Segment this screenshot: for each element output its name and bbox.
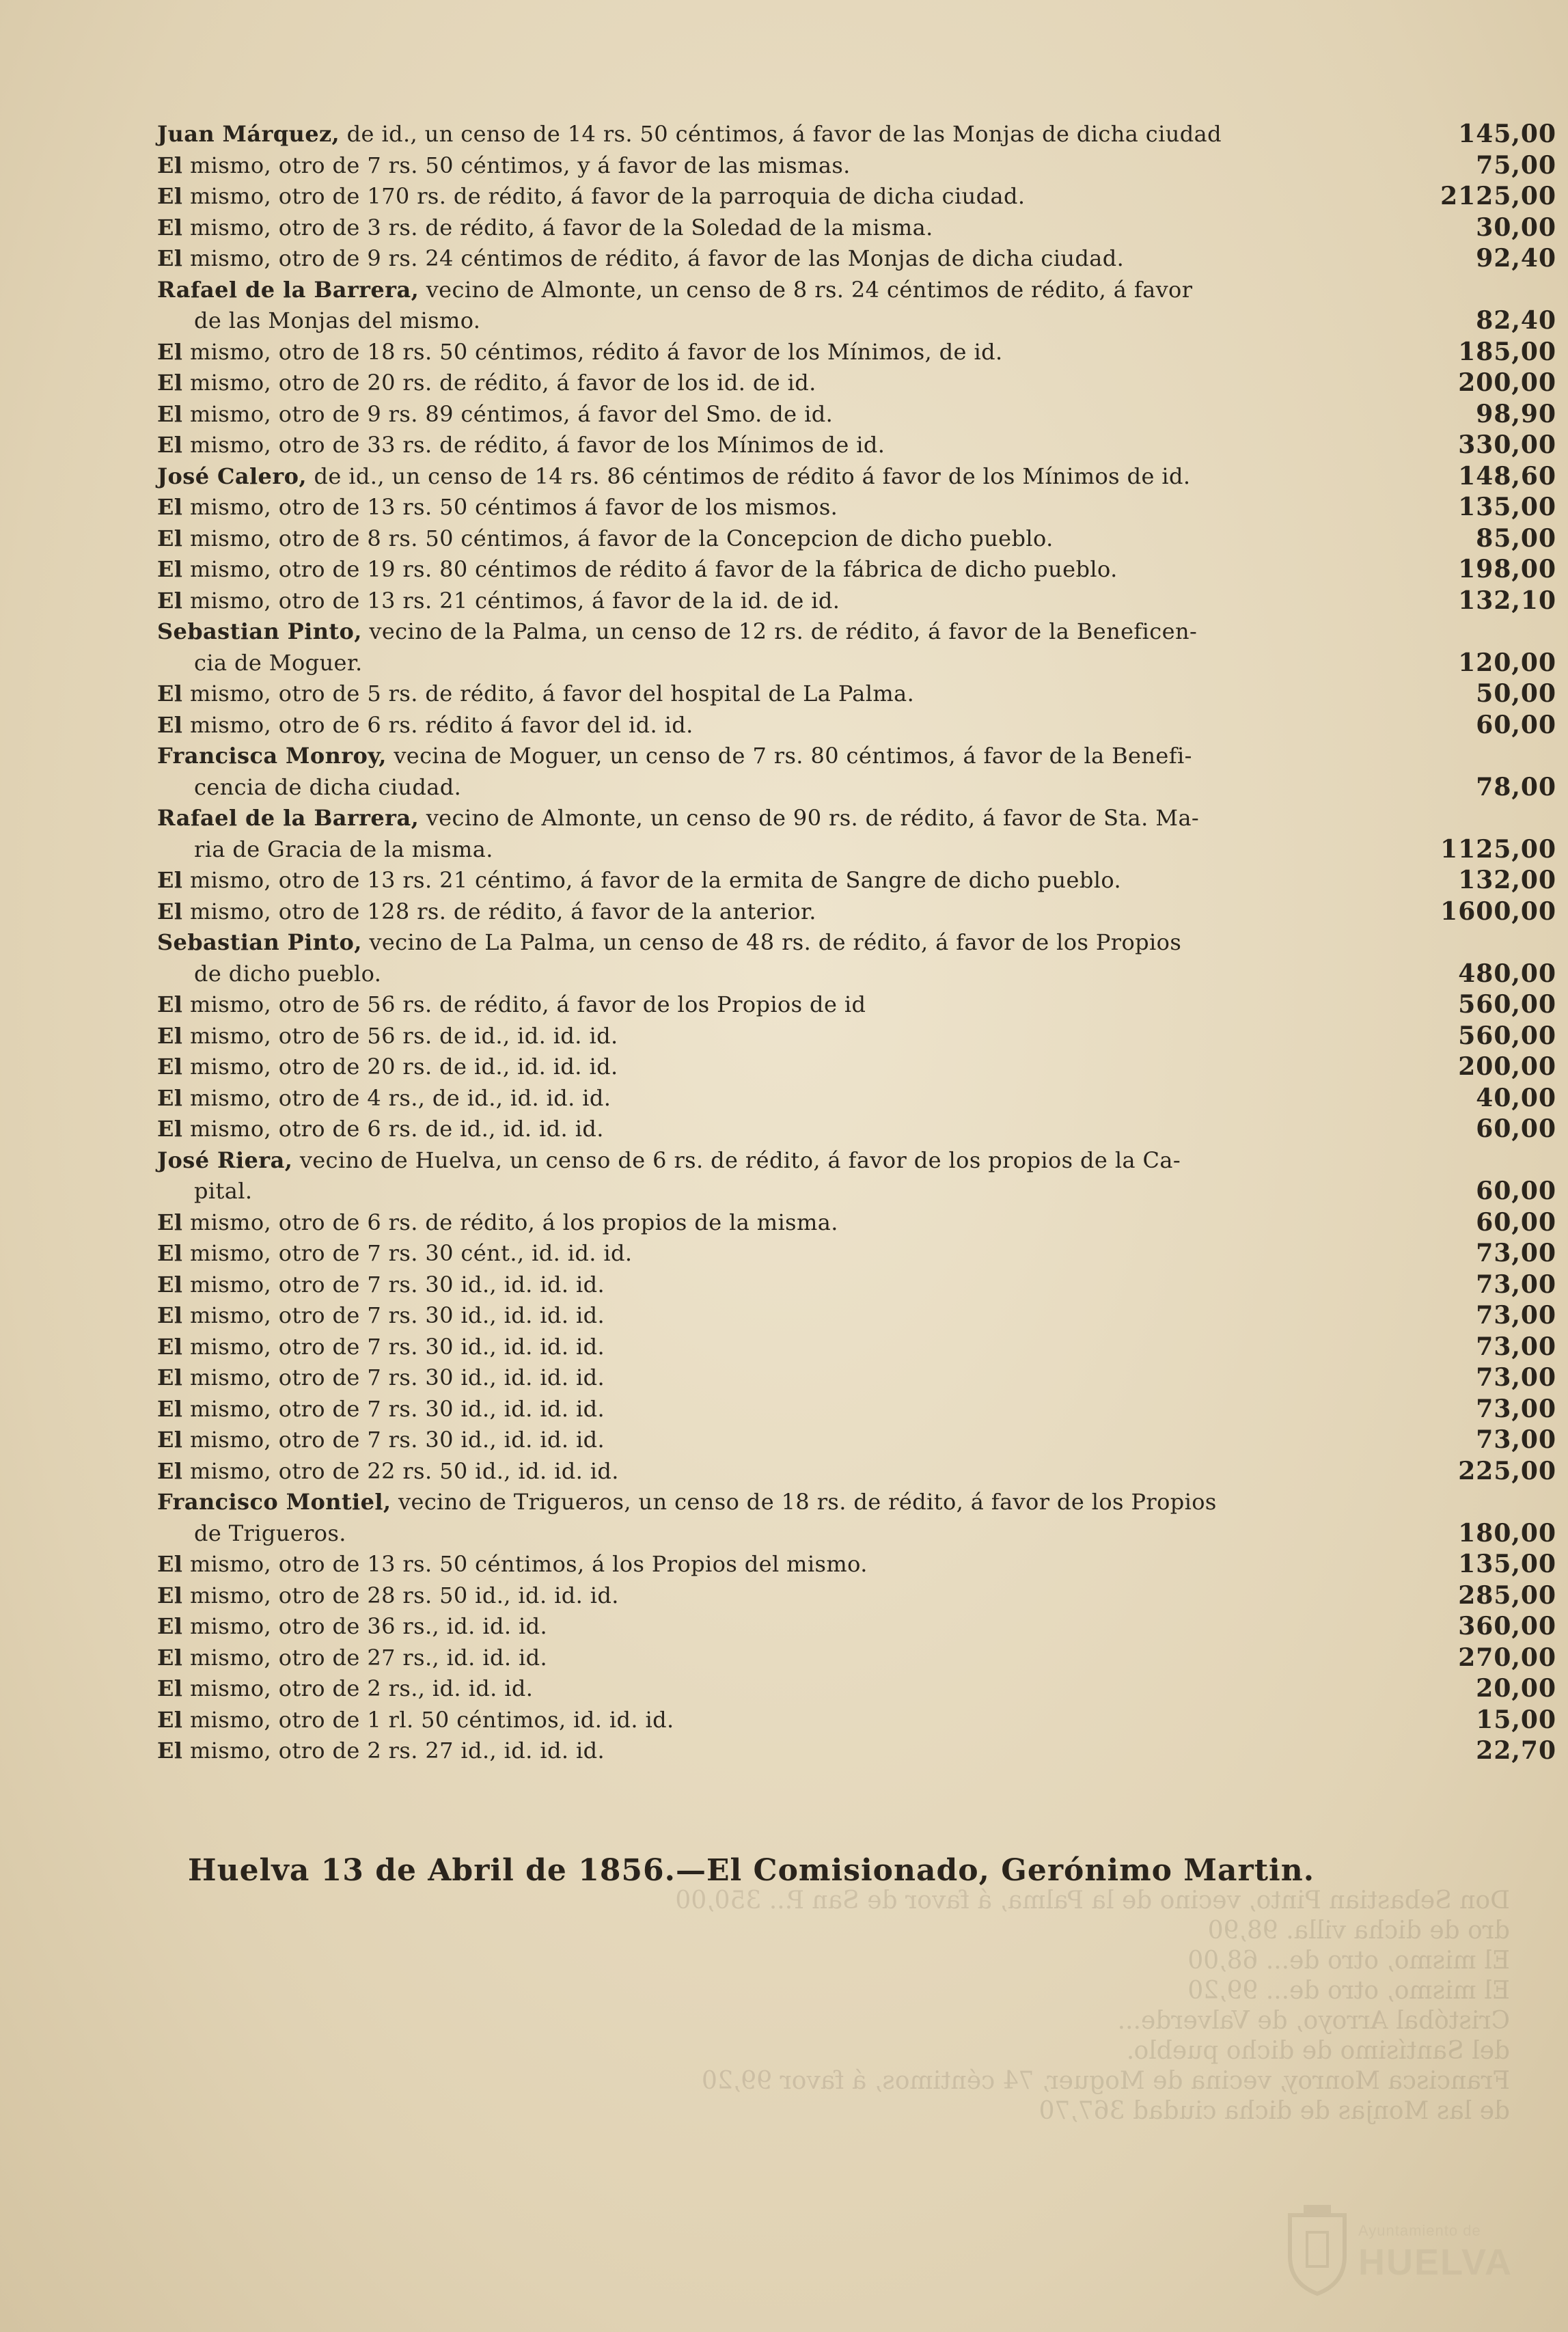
entry-description bbox=[157, 1238, 1401, 1270]
entry-name: Francisca Monroy, bbox=[157, 743, 387, 769]
entry-name: El bbox=[157, 370, 183, 396]
entry-amount: 50,00 bbox=[1476, 679, 1556, 708]
entry-continuation: pital. bbox=[194, 1178, 253, 1204]
entry-amount: 120,00 bbox=[1458, 648, 1556, 677]
entry-amount: 225,00 bbox=[1458, 1456, 1556, 1485]
entry-continuation: cencia de dicha ciudad. bbox=[194, 773, 462, 800]
entry-description bbox=[157, 337, 1401, 368]
entry-amount: 270,00 bbox=[1458, 1643, 1556, 1672]
entry-description bbox=[157, 1207, 1401, 1239]
bleed-line: Francisca Monroy, vecina de Moguer, 74 céntimos, á favor 99,20 bbox=[702, 2067, 1510, 2095]
entry-name: El bbox=[157, 991, 183, 1017]
entry-name: El bbox=[157, 245, 183, 271]
entry-amount: 480,00 bbox=[1458, 959, 1556, 988]
bleed-through-text bbox=[143, 1886, 1510, 2173]
entry-continuation: cia de Moguer. bbox=[194, 649, 363, 676]
entry-name: El bbox=[157, 1457, 183, 1484]
entry-description bbox=[157, 181, 1401, 212]
entry-description bbox=[157, 927, 1401, 989]
entry-name: El bbox=[157, 587, 183, 614]
entry-text: mismo, otro de 18 rs. 50 céntimos, rédito á favor de los Mínimos, de id. bbox=[189, 338, 1003, 365]
ledger-entry bbox=[157, 523, 1556, 555]
entry-description bbox=[157, 1145, 1401, 1207]
bleed-line: de las Monjas de dicha ciudad 367,70 bbox=[1039, 2097, 1510, 2125]
entry-description bbox=[157, 1643, 1401, 1674]
entry-description bbox=[157, 1332, 1401, 1363]
entry-text: mismo, otro de 13 rs. 21 céntimos, á favor de la id. de id. bbox=[189, 587, 840, 614]
entry-amount: 360,00 bbox=[1458, 1612, 1556, 1641]
entry-amount: 40,00 bbox=[1476, 1083, 1556, 1112]
entry-amount: 60,00 bbox=[1476, 1114, 1556, 1143]
ledger-entry bbox=[157, 678, 1556, 710]
entry-description bbox=[157, 1456, 1401, 1487]
entry-name: El bbox=[157, 1613, 183, 1639]
ledger-entry bbox=[157, 1456, 1556, 1487]
entry-text: mismo, otro de 8 rs. 50 céntimos, á favor de la Concepcion de dicho pueblo. bbox=[189, 525, 1054, 551]
entry-amount: 73,00 bbox=[1476, 1363, 1556, 1392]
entry-text: mismo, otro de 9 rs. 24 céntimos de rédito, á favor de las Monjas de dicha ciudad. bbox=[189, 245, 1125, 271]
entry-text: mismo, otro de 5 rs. de rédito, á favor del hospital de La Palma. bbox=[189, 681, 915, 707]
entry-description bbox=[157, 399, 1401, 430]
entry-amount: 560,00 bbox=[1458, 1021, 1556, 1050]
ledger-entry bbox=[157, 989, 1556, 1021]
entry-text: mismo, otro de 13 rs. 21 céntimo, á favor de la ermita de Sangre de dicho pueblo. bbox=[189, 867, 1122, 893]
entry-name: El bbox=[157, 1364, 183, 1390]
ledger-entry bbox=[157, 1705, 1556, 1736]
entry-text: mismo, otro de 2 rs. 27 id., id. id. id. bbox=[189, 1738, 605, 1764]
entry-text: mismo, otro de 2 rs., id. id. id. bbox=[189, 1675, 534, 1701]
ledger-entry bbox=[157, 896, 1556, 928]
entry-text: mismo, otro de 56 rs. de id., id. id. id. bbox=[189, 1022, 618, 1049]
entry-name: Sebastian Pinto, bbox=[157, 618, 362, 644]
ledger-entry bbox=[157, 1207, 1556, 1239]
ledger-entry bbox=[157, 399, 1556, 430]
ledger-entry bbox=[157, 1332, 1556, 1363]
entry-name: El bbox=[157, 214, 183, 241]
entry-name: El bbox=[157, 898, 183, 924]
entry-text: mismo, otro de 13 rs. 50 céntimos á favor de los mismos. bbox=[189, 494, 838, 520]
entry-name: El bbox=[157, 1675, 183, 1701]
seal-title: HUELVA bbox=[1358, 2242, 1513, 2283]
seal-caption: Ayuntamiento de bbox=[1358, 2222, 1481, 2239]
entry-description bbox=[157, 803, 1401, 865]
entry-name: El bbox=[157, 1427, 183, 1453]
ledger-entry bbox=[157, 1736, 1556, 1767]
entry-name: El bbox=[157, 1022, 183, 1049]
entry-amount: 60,00 bbox=[1476, 710, 1556, 739]
entry-text: mismo, otro de 7 rs. 30 id., id. id. id. bbox=[189, 1333, 605, 1360]
bleed-line: Cristóbal Arroyo, de Valverde... bbox=[1117, 2007, 1510, 2035]
entry-description bbox=[157, 1083, 1401, 1114]
entry-description bbox=[157, 1673, 1401, 1705]
entry-text: vecino de Huelva, un censo de 6 rs. de rédito, á favor de los propios de la Ca- bbox=[299, 1147, 1181, 1173]
ledger-entry bbox=[157, 1114, 1556, 1145]
ledger-entry bbox=[157, 368, 1556, 399]
entry-description bbox=[157, 678, 1401, 710]
entry-name: El bbox=[157, 400, 183, 427]
entry-description bbox=[157, 554, 1401, 586]
entry-amount: 135,00 bbox=[1458, 1550, 1556, 1578]
entry-text: mismo, otro de 28 rs. 50 id., id. id. id. bbox=[189, 1582, 619, 1608]
entry-amount: 75,00 bbox=[1476, 150, 1556, 180]
entry-amount: 1125,00 bbox=[1440, 834, 1556, 864]
entry-description bbox=[157, 1549, 1401, 1580]
entry-name: El bbox=[157, 1644, 183, 1671]
entry-continuation: de Trigueros. bbox=[194, 1520, 346, 1546]
entry-description bbox=[157, 1270, 1401, 1301]
entry-text: vecino de La Palma, un censo de 48 rs. de rédito, á favor de los Propios bbox=[369, 929, 1182, 955]
entry-amount: 73,00 bbox=[1476, 1239, 1556, 1267]
entry-amount: 73,00 bbox=[1476, 1301, 1556, 1330]
entry-description bbox=[157, 1394, 1401, 1425]
entry-amount: 132,10 bbox=[1458, 586, 1556, 615]
entry-name: El bbox=[157, 432, 183, 458]
ledger-entry bbox=[157, 1549, 1556, 1580]
ledger-entry bbox=[157, 461, 1556, 493]
entry-amount: 73,00 bbox=[1476, 1332, 1556, 1361]
shield-icon bbox=[1283, 2201, 1351, 2297]
entry-name: José Riera, bbox=[157, 1147, 293, 1173]
entry-name: El bbox=[157, 1551, 183, 1577]
ledger-entry bbox=[157, 275, 1556, 337]
archive-seal bbox=[1283, 2201, 1522, 2304]
entry-text: vecino de Trigueros, un censo de 18 rs. de rédito, á favor de los Propios bbox=[398, 1489, 1217, 1515]
entry-amount: 30,00 bbox=[1476, 212, 1556, 242]
entry-name: El bbox=[157, 1333, 183, 1360]
entry-text: mismo, otro de 20 rs. de id., id. id. id. bbox=[189, 1054, 618, 1080]
ledger-entry bbox=[157, 1425, 1556, 1456]
entry-name: El bbox=[157, 1116, 183, 1142]
entry-text: mismo, otro de 7 rs. 30 id., id. id. id. bbox=[189, 1427, 605, 1453]
entry-description bbox=[157, 523, 1401, 555]
ledger-entry bbox=[157, 616, 1556, 678]
entry-amount: 200,00 bbox=[1458, 1052, 1556, 1081]
entry-amount: 82,40 bbox=[1476, 306, 1556, 335]
entry-name: El bbox=[157, 1209, 183, 1235]
entry-name: El bbox=[157, 525, 183, 551]
entry-amount: 560,00 bbox=[1458, 990, 1556, 1019]
entry-name: El bbox=[157, 867, 183, 893]
entry-text: mismo, otro de 6 rs. de rédito, á los propios de la misma. bbox=[189, 1209, 838, 1235]
entry-name: José Calero, bbox=[157, 463, 307, 489]
entry-continuation: ria de Gracia de la misma. bbox=[194, 836, 493, 862]
entry-text: mismo, otro de 56 rs. de rédito, á favor de los Propios de id bbox=[189, 991, 866, 1017]
entry-text: mismo, otro de 9 rs. 89 céntimos, á favor del Smo. de id. bbox=[189, 400, 834, 427]
ledger-entry bbox=[157, 865, 1556, 896]
entry-description bbox=[157, 1425, 1401, 1456]
entry-text: mismo, otro de 3 rs. de rédito, á favor de la Soledad de la misma. bbox=[189, 214, 933, 241]
entry-description bbox=[157, 989, 1401, 1021]
entry-amount: 145,00 bbox=[1458, 120, 1556, 148]
entry-description bbox=[157, 1705, 1401, 1736]
entry-name: El bbox=[157, 681, 183, 707]
entry-amount: 148,60 bbox=[1458, 461, 1556, 491]
entry-text: mismo, otro de 33 rs. de rédito, á favor de los Mínimos de id. bbox=[189, 432, 885, 458]
entry-name: El bbox=[157, 1271, 183, 1298]
ledger-entry bbox=[157, 710, 1556, 741]
ledger-entry bbox=[157, 1394, 1556, 1425]
entry-description bbox=[157, 212, 1401, 244]
entry-text: mismo, otro de 6 rs. de id., id. id. id. bbox=[189, 1116, 604, 1142]
entry-description bbox=[157, 1580, 1401, 1612]
entry-amount: 60,00 bbox=[1476, 1177, 1556, 1205]
entry-amount: 330,00 bbox=[1458, 430, 1556, 459]
entry-amount: 15,00 bbox=[1476, 1705, 1556, 1734]
bleed-line: dro de dicha villa. 98,90 bbox=[1207, 1917, 1510, 1945]
entry-description bbox=[157, 492, 1401, 523]
ledger-entry bbox=[157, 430, 1556, 461]
entry-name: El bbox=[157, 1302, 183, 1328]
entry-amount: 73,00 bbox=[1476, 1425, 1556, 1454]
entry-amount: 92,40 bbox=[1476, 244, 1556, 273]
entry-name: Francisco Montiel, bbox=[157, 1489, 391, 1515]
entry-text: mismo, otro de 4 rs., de id., id. id. id. bbox=[189, 1084, 611, 1111]
entry-amount: 98,90 bbox=[1476, 399, 1556, 428]
entry-amount: 22,70 bbox=[1476, 1736, 1556, 1765]
entry-text: mismo, otro de 170 rs. de rédito, á favor de la parroquia de dicha ciudad. bbox=[189, 183, 1026, 209]
ledger-entry bbox=[157, 1238, 1556, 1270]
entry-amount: 78,00 bbox=[1476, 772, 1556, 801]
entry-description bbox=[157, 243, 1401, 275]
entry-name: El bbox=[157, 1240, 183, 1266]
entry-name: El bbox=[157, 183, 183, 209]
signature-line: Huelva 13 de Abril de 1856.—El Comisionado, Gerónimo Martin. bbox=[188, 1853, 1315, 1888]
entry-amount: 60,00 bbox=[1476, 1207, 1556, 1237]
entry-description bbox=[157, 1052, 1401, 1083]
bleed-line: El mismo, otro de... 99,20 bbox=[1187, 1977, 1510, 2005]
entry-text: mismo, otro de 7 rs. 30 id., id. id. id. bbox=[189, 1395, 605, 1422]
entry-name: El bbox=[157, 711, 183, 738]
ledger-entry bbox=[157, 927, 1556, 989]
ledger-entry bbox=[157, 1270, 1556, 1301]
entry-description bbox=[157, 865, 1401, 896]
entry-amount: 135,00 bbox=[1458, 493, 1556, 521]
ledger-entry bbox=[157, 1580, 1556, 1612]
entry-amount: 198,00 bbox=[1458, 555, 1556, 584]
entry-continuation: de dicho pueblo. bbox=[194, 960, 382, 987]
entry-text: mismo, otro de 27 rs., id. id. id. bbox=[189, 1644, 548, 1671]
entry-amount: 132,00 bbox=[1458, 866, 1556, 894]
entry-description bbox=[157, 1300, 1401, 1332]
ledger-entry bbox=[157, 1300, 1556, 1332]
entry-description bbox=[157, 1487, 1401, 1549]
ledger-entry bbox=[157, 1021, 1556, 1052]
entry-text: mismo, otro de 7 rs. 30 id., id. id. id. bbox=[189, 1302, 605, 1328]
entry-description bbox=[157, 1021, 1401, 1052]
ledger-entry bbox=[157, 741, 1556, 803]
entry-name: El bbox=[157, 1395, 183, 1422]
entry-text: de id., un censo de 14 rs. 86 céntimos de rédito á favor de los Mínimos de id. bbox=[314, 463, 1191, 489]
entry-description bbox=[157, 275, 1401, 337]
entry-amount: 1600,00 bbox=[1440, 896, 1556, 926]
ledger-entry bbox=[157, 1362, 1556, 1394]
entry-text: mismo, otro de 6 rs. rédito á favor del id. id. bbox=[189, 711, 693, 738]
entry-name: El bbox=[157, 494, 183, 520]
entry-name: Sebastian Pinto, bbox=[157, 929, 362, 955]
ledger-entry bbox=[157, 212, 1556, 244]
entry-text: mismo, otro de 19 rs. 80 céntimos de rédito á favor de la fábrica de dicho pueblo. bbox=[189, 556, 1118, 582]
entry-text: mismo, otro de 7 rs. 30 id., id. id. id. bbox=[189, 1364, 605, 1390]
ledger-entry bbox=[157, 150, 1556, 182]
entry-name: El bbox=[157, 1582, 183, 1608]
entry-description bbox=[157, 896, 1401, 928]
entry-name: El bbox=[157, 1706, 183, 1733]
entry-text: vecino de la Palma, un censo de 12 rs. de rédito, á favor de la Beneficen- bbox=[369, 618, 1198, 644]
ledger-entry bbox=[157, 1611, 1556, 1643]
entry-description bbox=[157, 1362, 1401, 1394]
ledger-entry bbox=[157, 586, 1556, 617]
entry-text: vecina de Moguer, un censo de 7 rs. 80 céntimos, á favor de la Benefi- bbox=[394, 743, 1192, 769]
entry-description bbox=[157, 741, 1401, 803]
entry-text: vecino de Almonte, un censo de 90 rs. de rédito, á favor de Sta. Ma- bbox=[426, 805, 1200, 831]
entry-description bbox=[157, 1611, 1401, 1643]
entry-name: El bbox=[157, 152, 183, 178]
ledger-entry bbox=[157, 243, 1556, 275]
entry-description bbox=[157, 461, 1401, 493]
entry-text: mismo, otro de 22 rs. 50 id., id. id. id. bbox=[189, 1457, 619, 1484]
ledger-entry bbox=[157, 1083, 1556, 1114]
entry-text: mismo, otro de 1 rl. 50 céntimos, id. id. id. bbox=[189, 1706, 674, 1733]
entry-description bbox=[157, 119, 1401, 150]
bleed-line: del Santísimo de dicho pueblo. bbox=[1126, 2037, 1510, 2065]
entry-text: mismo, otro de 36 rs., id. id. id. bbox=[189, 1613, 548, 1639]
entry-description bbox=[157, 368, 1401, 399]
ledger-entry bbox=[157, 803, 1556, 865]
entry-amount: 185,00 bbox=[1458, 337, 1556, 366]
entry-name: El bbox=[157, 1738, 183, 1764]
ledger-entry bbox=[157, 1643, 1556, 1674]
entry-description bbox=[157, 430, 1401, 461]
entry-name: Rafael de la Barrera, bbox=[157, 805, 419, 831]
entry-amount: 2125,00 bbox=[1440, 182, 1556, 210]
bleed-line: El mismo, otro de... 68,00 bbox=[1187, 1947, 1510, 1975]
entry-name: El bbox=[157, 338, 183, 365]
ledger-entry bbox=[157, 1487, 1556, 1549]
entry-name: El bbox=[157, 1054, 183, 1080]
census-ledger bbox=[157, 119, 1556, 1767]
entry-description bbox=[157, 616, 1401, 678]
ledger-entry bbox=[157, 554, 1556, 586]
entry-description bbox=[157, 1736, 1401, 1767]
ledger-entry bbox=[157, 1145, 1556, 1207]
entry-amount: 73,00 bbox=[1476, 1394, 1556, 1423]
entry-description bbox=[157, 586, 1401, 617]
entry-text: vecino de Almonte, un censo de 8 rs. 24 céntimos de rédito, á favor bbox=[426, 276, 1193, 303]
entry-amount: 73,00 bbox=[1476, 1270, 1556, 1299]
ledger-entry bbox=[157, 492, 1556, 523]
entry-amount: 85,00 bbox=[1476, 523, 1556, 553]
entry-amount: 200,00 bbox=[1458, 368, 1556, 397]
entry-name: Rafael de la Barrera, bbox=[157, 276, 419, 303]
entry-continuation: de las Monjas del mismo. bbox=[194, 307, 481, 333]
entry-text: mismo, otro de 13 rs. 50 céntimos, á los Propios del mismo. bbox=[189, 1551, 868, 1577]
entry-amount: 180,00 bbox=[1458, 1518, 1556, 1548]
entry-name: El bbox=[157, 556, 183, 582]
entry-amount: 20,00 bbox=[1476, 1674, 1556, 1703]
ledger-entry bbox=[157, 119, 1556, 150]
bleed-line: Don Sebastian Pinto, vecino de la Palma, á favor de San P... 350,00 bbox=[675, 1887, 1510, 1915]
entry-text: mismo, otro de 7 rs. 50 céntimos, y á favor de las mismas. bbox=[189, 152, 851, 178]
ledger-entry bbox=[157, 181, 1556, 212]
entry-text: mismo, otro de 20 rs. de rédito, á favor de los id. de id. bbox=[189, 370, 816, 396]
entry-amount: 285,00 bbox=[1458, 1580, 1556, 1610]
entry-text: mismo, otro de 7 rs. 30 id., id. id. id. bbox=[189, 1271, 605, 1298]
ledger-entry bbox=[157, 337, 1556, 368]
entry-description bbox=[157, 710, 1401, 741]
entry-description bbox=[157, 1114, 1401, 1145]
entry-name: El bbox=[157, 1084, 183, 1111]
ledger-entry bbox=[157, 1673, 1556, 1705]
entry-text: mismo, otro de 7 rs. 30 cént., id. id. id. bbox=[189, 1240, 633, 1266]
entry-name: Juan Márquez, bbox=[157, 121, 340, 147]
ledger-entry bbox=[157, 1052, 1556, 1083]
entry-description bbox=[157, 150, 1401, 182]
entry-text: de id., un censo de 14 rs. 50 céntimos, á favor de las Monjas de dicha ciudad bbox=[346, 121, 1222, 147]
entry-text: mismo, otro de 128 rs. de rédito, á favor de la anterior. bbox=[189, 898, 816, 924]
